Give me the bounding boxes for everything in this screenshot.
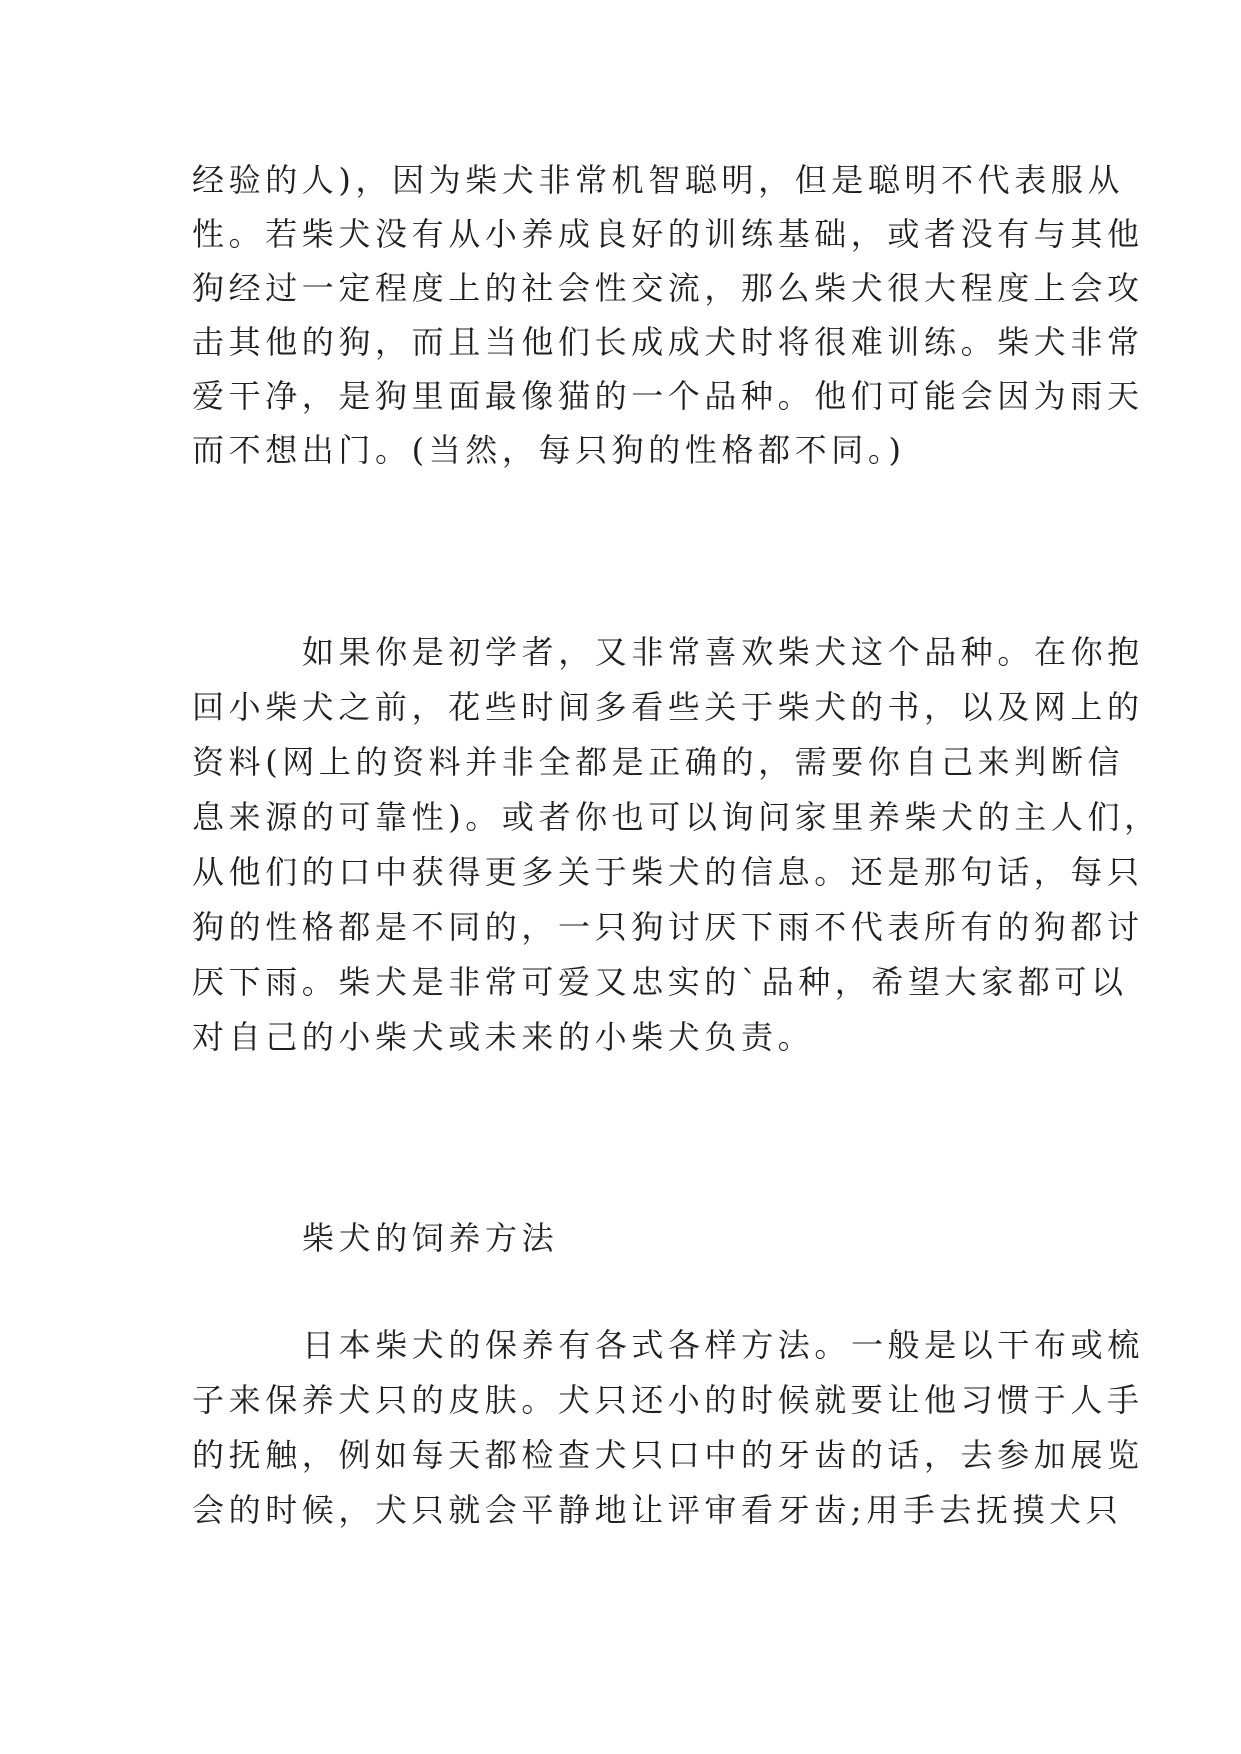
text-line: 资料(网上的资料并非全都是正确的，需要你自己来判断信 bbox=[192, 743, 1125, 781]
text-line: 爱干净，是狗里面最像猫的一个品种。他们可能会因为雨天 bbox=[192, 377, 1144, 415]
text-line: 如果你是初学者，又非常喜欢柴犬这个品种。在你抱 bbox=[302, 633, 1144, 671]
section-heading: 柴犬的饲养方法 bbox=[302, 1219, 559, 1257]
text-line: 狗经过一定程度上的社会性交流，那么柴犬很大程度上会攻 bbox=[192, 269, 1144, 307]
text-line: 而不想出门。(当然，每只狗的性格都不同。) bbox=[192, 431, 906, 469]
text-line: 的抚触，例如每天都检查犬只口中的牙齿的话，去参加展览 bbox=[192, 1436, 1144, 1474]
text-line: 子来保养犬只的皮肤。犬只还小的时候就要让他习惯于人手 bbox=[192, 1381, 1144, 1419]
text-line: 狗的性格都是不同的，一只狗讨厌下雨不代表所有的狗都讨 bbox=[192, 908, 1144, 946]
text-line: 会的时候，犬只就会平静地让评审看牙齿;用手去抚摸犬只 bbox=[192, 1491, 1123, 1529]
text-line: 厌下雨。柴犬是非常可爱又忠实的`品种，希望大家都可以 bbox=[192, 963, 1128, 1001]
text-line: 性。若柴犬没有从小养成良好的训练基础，或者没有与其他 bbox=[192, 215, 1144, 253]
text-line: 对自己的小柴犬或未来的小柴犬负责。 bbox=[192, 1018, 815, 1056]
text-line: 息来源的可靠性)。或者你也可以询问家里养柴犬的主人们， bbox=[192, 798, 1161, 836]
text-line: 日本柴犬的保养有各式各样方法。一般是以干布或梳 bbox=[302, 1326, 1144, 1364]
text-line: 经验的人)，因为柴犬非常机智聪明，但是聪明不代表服从 bbox=[192, 161, 1125, 199]
text-line: 击其他的狗，而且当他们长成成犬时将很难训练。柴犬非常 bbox=[192, 323, 1144, 361]
text-line: 回小柴犬之前，花些时间多看些关于柴犬的书，以及网上的 bbox=[192, 688, 1144, 726]
text-line: 从他们的口中获得更多关于柴犬的信息。还是那句话，每只 bbox=[192, 853, 1144, 891]
